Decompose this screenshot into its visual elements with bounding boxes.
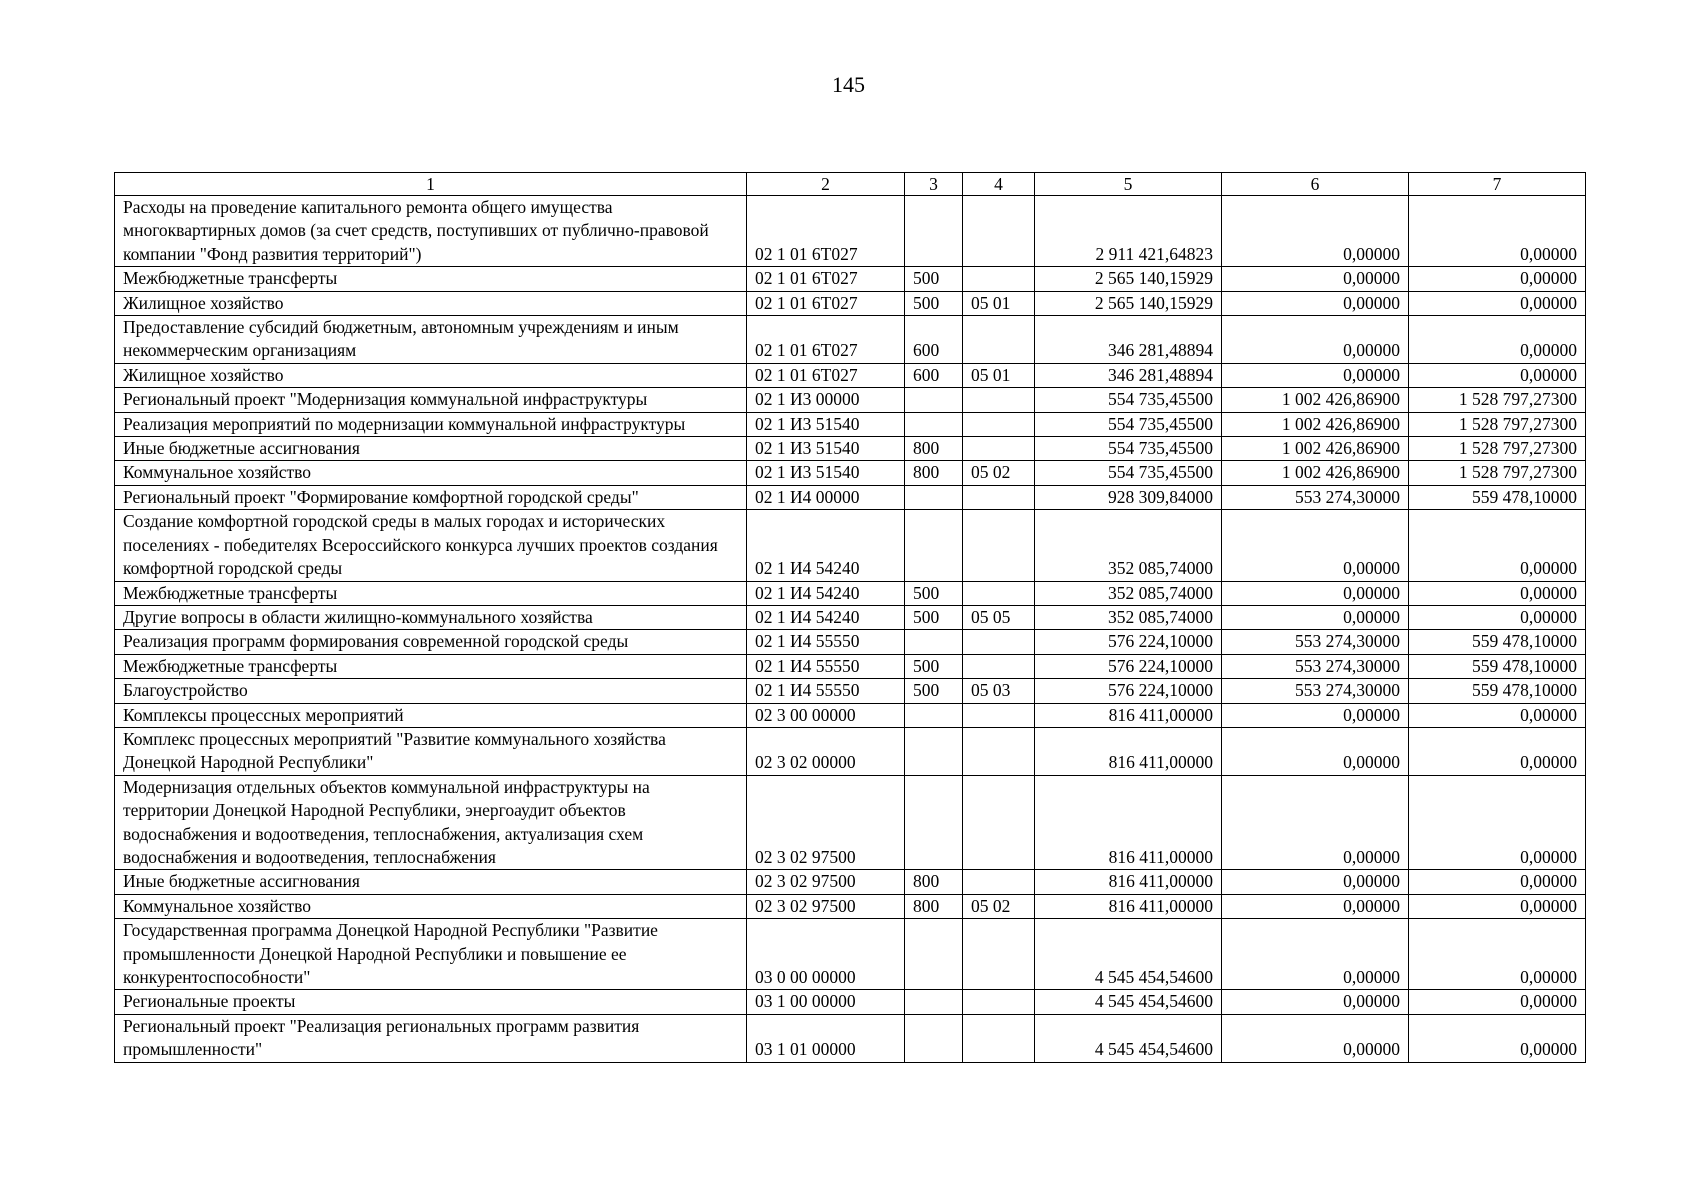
section-cell — [963, 316, 1035, 364]
row-name-cell: Комплекс процессных мероприятий "Развитие коммунального хозяйства Донецкой Народной Республики" — [115, 727, 747, 775]
expense-type-cell: 500 — [905, 654, 963, 678]
amount-col6-cell: 0,00000 — [1222, 870, 1409, 894]
target-code-cell: 02 1 И4 00000 — [747, 485, 905, 509]
table-row — [115, 316, 1586, 364]
amount-col5-cell: 2 565 140,15929 — [1035, 267, 1222, 291]
row-name-cell: Коммунальное хозяйство — [115, 894, 747, 918]
amount-col7-cell: 0,00000 — [1409, 267, 1586, 291]
row-name-cell: Реализация программ формирования современной городской среды — [115, 630, 747, 654]
expense-type-cell: 500 — [905, 267, 963, 291]
amount-col6-cell: 0,00000 — [1222, 581, 1409, 605]
row-name-cell: Коммунальное хозяйство — [115, 461, 747, 485]
table-row — [115, 1014, 1586, 1062]
amount-col5-cell: 576 224,10000 — [1035, 679, 1222, 703]
column-header-2: 2 — [747, 173, 905, 196]
amount-col6-cell: 553 274,30000 — [1222, 654, 1409, 678]
section-cell — [963, 630, 1035, 654]
row-name-cell: Региональный проект "Модернизация коммунальной инфраструктуры — [115, 388, 747, 412]
amount-col7-cell: 0,00000 — [1409, 316, 1586, 364]
table-row — [115, 363, 1586, 387]
amount-col6-cell: 0,00000 — [1222, 196, 1409, 267]
expense-type-cell — [905, 196, 963, 267]
table-row — [115, 461, 1586, 485]
row-name-cell: Региональные проекты — [115, 990, 747, 1014]
amount-col7-cell: 559 478,10000 — [1409, 654, 1586, 678]
target-code-cell: 02 1 И3 51540 — [747, 461, 905, 485]
amount-col7-cell: 0,00000 — [1409, 363, 1586, 387]
row-name-cell: Иные бюджетные ассигнования — [115, 870, 747, 894]
expense-type-cell: 600 — [905, 316, 963, 364]
amount-col7-cell: 0,00000 — [1409, 775, 1586, 870]
table-row — [115, 703, 1586, 727]
target-code-cell: 03 1 01 00000 — [747, 1014, 905, 1062]
table-row — [115, 605, 1586, 629]
expense-type-cell — [905, 485, 963, 509]
amount-col6-cell: 1 002 426,86900 — [1222, 461, 1409, 485]
amount-col6-cell: 553 274,30000 — [1222, 630, 1409, 654]
section-cell — [963, 727, 1035, 775]
section-cell — [963, 388, 1035, 412]
target-code-cell: 02 1 01 6Т027 — [747, 196, 905, 267]
amount-col6-cell: 0,00000 — [1222, 363, 1409, 387]
target-code-cell: 02 3 02 97500 — [747, 870, 905, 894]
row-name-cell: Предоставление субсидий бюджетным, автономным учреждениям и иным некоммерческим организациям — [115, 316, 747, 364]
section-cell: 05 03 — [963, 679, 1035, 703]
section-cell — [963, 990, 1035, 1014]
target-code-cell: 02 1 01 6Т027 — [747, 267, 905, 291]
amount-col7-cell: 559 478,10000 — [1409, 679, 1586, 703]
amount-col5-cell: 576 224,10000 — [1035, 630, 1222, 654]
target-code-cell: 02 1 01 6Т027 — [747, 291, 905, 315]
target-code-cell: 02 1 И4 55550 — [747, 654, 905, 678]
row-name-cell: Иные бюджетные ассигнования — [115, 437, 747, 461]
amount-col5-cell: 816 411,00000 — [1035, 727, 1222, 775]
target-code-cell: 02 1 И3 51540 — [747, 437, 905, 461]
amount-col7-cell: 0,00000 — [1409, 605, 1586, 629]
amount-col7-cell: 1 528 797,27300 — [1409, 437, 1586, 461]
amount-col6-cell: 0,00000 — [1222, 605, 1409, 629]
expense-type-cell: 600 — [905, 363, 963, 387]
amount-col7-cell: 0,00000 — [1409, 510, 1586, 581]
amount-col5-cell: 816 411,00000 — [1035, 870, 1222, 894]
section-cell: 05 01 — [963, 291, 1035, 315]
section-cell — [963, 581, 1035, 605]
budget-table-body — [115, 173, 1586, 1063]
table-row — [115, 267, 1586, 291]
amount-col5-cell: 352 085,74000 — [1035, 581, 1222, 605]
target-code-cell: 02 3 00 00000 — [747, 703, 905, 727]
target-code-cell: 02 3 02 00000 — [747, 727, 905, 775]
section-cell — [963, 919, 1035, 990]
table-row — [115, 679, 1586, 703]
budget-table — [114, 172, 1586, 1063]
amount-col6-cell: 0,00000 — [1222, 1014, 1409, 1062]
column-header-3: 3 — [905, 173, 963, 196]
expense-type-cell: 800 — [905, 870, 963, 894]
row-name-cell: Межбюджетные трансферты — [115, 654, 747, 678]
amount-col6-cell: 0,00000 — [1222, 990, 1409, 1014]
table-row — [115, 919, 1586, 990]
expense-type-cell: 500 — [905, 679, 963, 703]
amount-col7-cell: 0,00000 — [1409, 919, 1586, 990]
column-header-1: 1 — [115, 173, 747, 196]
section-cell: 05 01 — [963, 363, 1035, 387]
table-row — [115, 485, 1586, 509]
target-code-cell: 03 1 00 00000 — [747, 990, 905, 1014]
amount-col5-cell: 816 411,00000 — [1035, 894, 1222, 918]
table-row — [115, 727, 1586, 775]
amount-col5-cell: 816 411,00000 — [1035, 775, 1222, 870]
section-cell — [963, 437, 1035, 461]
amount-col5-cell: 554 735,45500 — [1035, 461, 1222, 485]
amount-col5-cell: 352 085,74000 — [1035, 605, 1222, 629]
target-code-cell: 02 1 И4 54240 — [747, 605, 905, 629]
section-cell: 05 05 — [963, 605, 1035, 629]
amount-col7-cell: 559 478,10000 — [1409, 630, 1586, 654]
expense-type-cell: 800 — [905, 894, 963, 918]
amount-col6-cell: 0,00000 — [1222, 919, 1409, 990]
amount-col7-cell: 0,00000 — [1409, 196, 1586, 267]
amount-col7-cell: 0,00000 — [1409, 894, 1586, 918]
section-cell — [963, 1014, 1035, 1062]
target-code-cell: 02 3 02 97500 — [747, 894, 905, 918]
amount-col6-cell: 0,00000 — [1222, 727, 1409, 775]
amount-col6-cell: 1 002 426,86900 — [1222, 388, 1409, 412]
amount-col5-cell: 554 735,45500 — [1035, 437, 1222, 461]
section-cell — [963, 412, 1035, 436]
amount-col7-cell: 0,00000 — [1409, 581, 1586, 605]
target-code-cell: 02 1 И4 55550 — [747, 630, 905, 654]
section-cell — [963, 510, 1035, 581]
amount-col5-cell: 352 085,74000 — [1035, 510, 1222, 581]
amount-col7-cell: 0,00000 — [1409, 703, 1586, 727]
column-number-row — [115, 173, 1586, 196]
row-name-cell: Расходы на проведение капитального ремонта общего имущества многоквартирных домов (за счет средств, поступивших от публично-правовой компании "Фонд развития территорий") — [115, 196, 747, 267]
amount-col7-cell: 0,00000 — [1409, 870, 1586, 894]
target-code-cell: 02 1 01 6Т027 — [747, 363, 905, 387]
section-cell — [963, 870, 1035, 894]
amount-col7-cell: 559 478,10000 — [1409, 485, 1586, 509]
table-row — [115, 388, 1586, 412]
amount-col5-cell: 554 735,45500 — [1035, 388, 1222, 412]
expense-type-cell — [905, 412, 963, 436]
section-cell: 05 02 — [963, 461, 1035, 485]
target-code-cell: 02 1 И4 55550 — [747, 679, 905, 703]
column-header-7: 7 — [1409, 173, 1586, 196]
amount-col6-cell: 0,00000 — [1222, 510, 1409, 581]
column-header-4: 4 — [963, 173, 1035, 196]
amount-col6-cell: 553 274,30000 — [1222, 679, 1409, 703]
amount-col6-cell: 1 002 426,86900 — [1222, 437, 1409, 461]
expense-type-cell: 500 — [905, 605, 963, 629]
amount-col6-cell: 0,00000 — [1222, 703, 1409, 727]
amount-col6-cell: 0,00000 — [1222, 894, 1409, 918]
amount-col7-cell: 0,00000 — [1409, 291, 1586, 315]
table-row — [115, 291, 1586, 315]
expense-type-cell — [905, 630, 963, 654]
expense-type-cell — [905, 919, 963, 990]
row-name-cell: Реализация мероприятий по модернизации коммунальной инфраструктуры — [115, 412, 747, 436]
section-cell: 05 02 — [963, 894, 1035, 918]
amount-col5-cell: 2 565 140,15929 — [1035, 291, 1222, 315]
row-name-cell: Модернизация отдельных объектов коммунальной инфраструктуры на территории Донецкой Народной Республики, энергоаудит объектов водоснабжения и водоотведения, теплоснабжения, актуализация схем водоснабжения и водоотведения, теплоснабжения — [115, 775, 747, 870]
expense-type-cell — [905, 990, 963, 1014]
row-name-cell: Комплексы процессных мероприятий — [115, 703, 747, 727]
expense-type-cell — [905, 727, 963, 775]
amount-col5-cell: 4 545 454,54600 — [1035, 990, 1222, 1014]
column-header-6: 6 — [1222, 173, 1409, 196]
amount-col5-cell: 2 911 421,64823 — [1035, 196, 1222, 267]
table-row — [115, 510, 1586, 581]
amount-col6-cell: 1 002 426,86900 — [1222, 412, 1409, 436]
amount-col5-cell: 554 735,45500 — [1035, 412, 1222, 436]
row-name-cell: Создание комфортной городской среды в малых городах и исторических поселениях - победителях Всероссийского конкурса лучших проектов создания комфортной городской среды — [115, 510, 747, 581]
amount-col6-cell: 0,00000 — [1222, 291, 1409, 315]
table-row — [115, 894, 1586, 918]
table-row — [115, 196, 1586, 267]
expense-type-cell: 800 — [905, 461, 963, 485]
amount-col6-cell: 0,00000 — [1222, 775, 1409, 870]
target-code-cell: 02 1 И4 54240 — [747, 581, 905, 605]
row-name-cell: Жилищное хозяйство — [115, 291, 747, 315]
table-row — [115, 775, 1586, 870]
table-row — [115, 990, 1586, 1014]
target-code-cell: 02 1 И3 51540 — [747, 412, 905, 436]
amount-col6-cell: 0,00000 — [1222, 267, 1409, 291]
amount-col5-cell: 816 411,00000 — [1035, 703, 1222, 727]
row-name-cell: Межбюджетные трансферты — [115, 267, 747, 291]
amount-col5-cell: 346 281,48894 — [1035, 363, 1222, 387]
expense-type-cell — [905, 775, 963, 870]
amount-col5-cell: 928 309,84000 — [1035, 485, 1222, 509]
amount-col7-cell: 0,00000 — [1409, 990, 1586, 1014]
amount-col7-cell: 1 528 797,27300 — [1409, 412, 1586, 436]
amount-col7-cell: 0,00000 — [1409, 727, 1586, 775]
amount-col7-cell: 1 528 797,27300 — [1409, 388, 1586, 412]
row-name-cell: Региональный проект "Реализация региональных программ развития промышленности" — [115, 1014, 747, 1062]
target-code-cell: 03 0 00 00000 — [747, 919, 905, 990]
expense-type-cell — [905, 510, 963, 581]
amount-col5-cell: 4 545 454,54600 — [1035, 919, 1222, 990]
row-name-cell: Благоустройство — [115, 679, 747, 703]
row-name-cell: Другие вопросы в области жилищно-коммунального хозяйства — [115, 605, 747, 629]
table-row — [115, 630, 1586, 654]
expense-type-cell — [905, 388, 963, 412]
amount-col5-cell: 576 224,10000 — [1035, 654, 1222, 678]
expense-type-cell — [905, 703, 963, 727]
table-row — [115, 654, 1586, 678]
expense-type-cell: 500 — [905, 581, 963, 605]
table-row — [115, 870, 1586, 894]
target-code-cell: 02 1 И4 54240 — [747, 510, 905, 581]
target-code-cell: 02 3 02 97500 — [747, 775, 905, 870]
row-name-cell: Региональный проект "Формирование комфортной городской среды" — [115, 485, 747, 509]
expense-type-cell: 500 — [905, 291, 963, 315]
target-code-cell: 02 1 01 6Т027 — [747, 316, 905, 364]
target-code-cell: 02 1 И3 00000 — [747, 388, 905, 412]
row-name-cell: Государственная программа Донецкой Народной Республики "Развитие промышленности Донецкой Народной Республики и повышение ее конкурентоспособности" — [115, 919, 747, 990]
table-row — [115, 412, 1586, 436]
amount-col7-cell: 1 528 797,27300 — [1409, 461, 1586, 485]
amount-col5-cell: 346 281,48894 — [1035, 316, 1222, 364]
amount-col6-cell: 553 274,30000 — [1222, 485, 1409, 509]
amount-col7-cell: 0,00000 — [1409, 1014, 1586, 1062]
amount-col6-cell: 0,00000 — [1222, 316, 1409, 364]
amount-col5-cell: 4 545 454,54600 — [1035, 1014, 1222, 1062]
section-cell — [963, 703, 1035, 727]
row-name-cell: Межбюджетные трансферты — [115, 581, 747, 605]
table-row — [115, 581, 1586, 605]
row-name-cell: Жилищное хозяйство — [115, 363, 747, 387]
section-cell — [963, 485, 1035, 509]
column-header-5: 5 — [1035, 173, 1222, 196]
expense-type-cell — [905, 1014, 963, 1062]
section-cell — [963, 654, 1035, 678]
table-row — [115, 437, 1586, 461]
page-number: 145 — [832, 72, 865, 97]
section-cell — [963, 775, 1035, 870]
section-cell — [963, 196, 1035, 267]
expense-type-cell: 800 — [905, 437, 963, 461]
section-cell — [963, 267, 1035, 291]
